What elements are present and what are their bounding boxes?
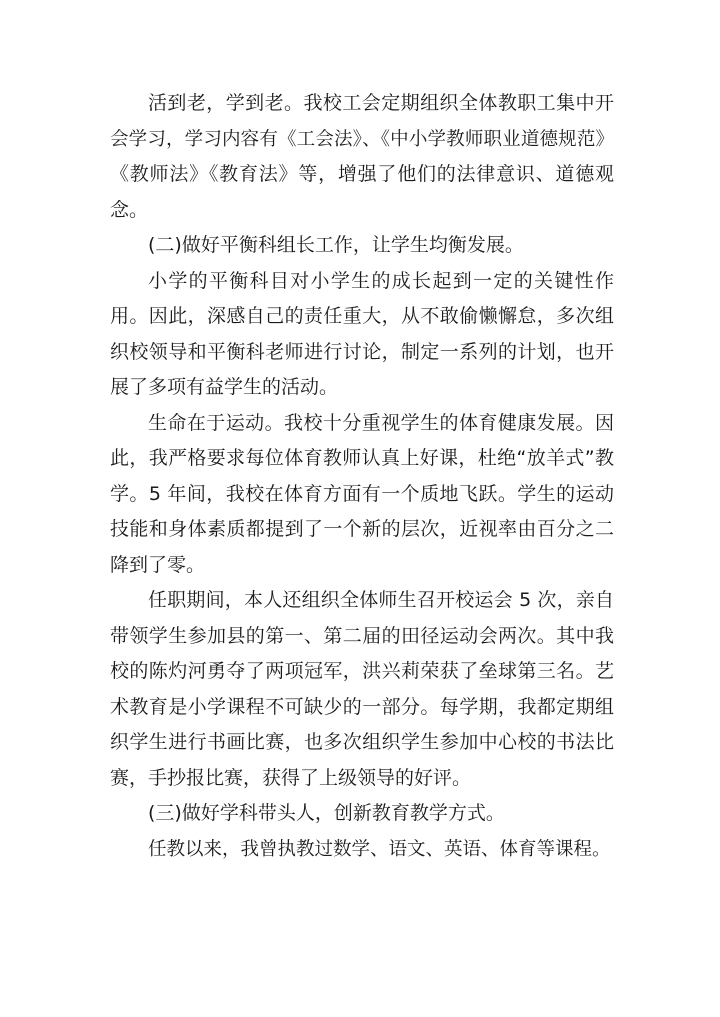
text-line: 学。5 年间，我校在体育方面有一个质地飞跃。学生的运动 xyxy=(110,482,614,505)
text-line: 生命在于运动。我校十分重视学生的体育健康发展。因 xyxy=(148,411,614,434)
text-line: 《教师法》《教育法》等，增强了他们的法律意识、道德观 xyxy=(110,163,614,185)
text-line: 技能和身体素质都提到了一个新的层次，近视率由百分之二 xyxy=(110,518,614,540)
text-line: 降到了零。 xyxy=(110,553,206,576)
text-line: 活到老，学到老。我校工会定期组织全体教职工集中开 xyxy=(148,92,614,114)
text-line: 念。 xyxy=(110,198,149,221)
text-line: 赛，手抄报比赛，获得了上级领导的好评。 xyxy=(110,766,472,789)
text-line: 校的陈灼河勇夺了两项冠军，洪兴莉荣获了垒球第三名。艺 xyxy=(110,660,614,682)
text-line: 用。因此，深感自己的责任重大，从不敢偷懒懈怠，多次组 xyxy=(110,305,614,327)
text-line: 会学习，学习内容有《工会法》、《中小学教师职业道德规范》 xyxy=(110,128,614,150)
text-line: 织学生进行书画比赛，也多次组织学生参加中心校的书法比 xyxy=(110,731,614,753)
text-line: 任教以来，我曾执教过数学、语文、英语、体育等课程。 xyxy=(148,838,611,860)
text-line: 带领学生参加县的第一、第二届的田径运动会两次。其中我 xyxy=(110,624,614,647)
text-line: 任职期间，本人还组织全体师生召开校运会 5 次，亲自 xyxy=(148,589,614,611)
text-line: (二)做好平衡科组长工作，让学生均衡发展。 xyxy=(148,234,524,256)
text-line: 织校领导和平衡科老师进行讨论，制定一系列的计划，也开 xyxy=(110,340,614,363)
text-line: 展了多项有益学生的活动。 xyxy=(110,376,339,398)
text-line: (三)做好学科带头人，创新教育教学方式。 xyxy=(148,802,505,824)
document-body xyxy=(110,86,614,867)
text-line: 术教育是小学课程不可缺少的一部分。每学期，我都定期组 xyxy=(110,695,614,718)
text-line: 此，我严格要求每位体育教师认真上好课，杜绝“放羊式”教 xyxy=(110,447,614,469)
text-line: 小学的平衡科目对小学生的成长起到一定的关键性作 xyxy=(148,269,614,292)
